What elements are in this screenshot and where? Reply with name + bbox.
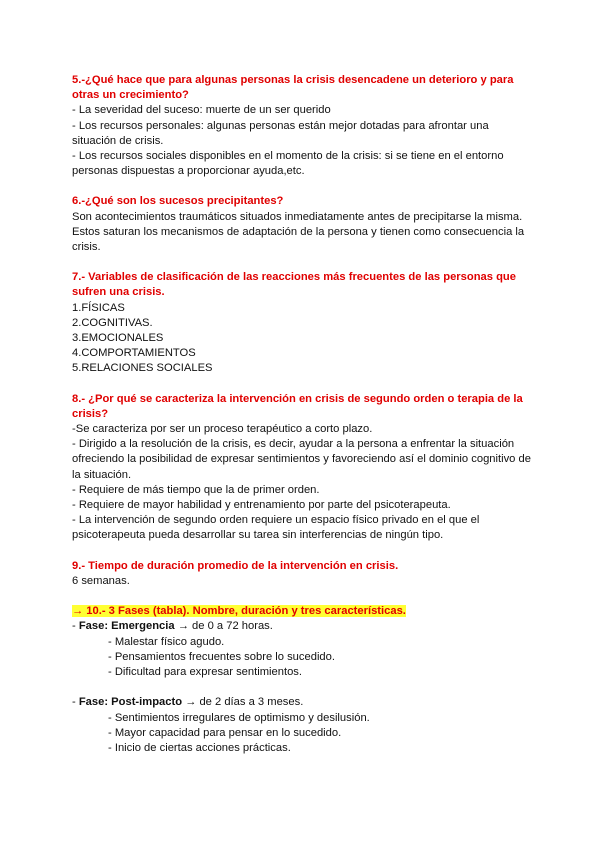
phase-trait: - Malestar físico agudo. <box>108 635 225 648</box>
document-content <box>72 73 532 771</box>
phase-duration: → de 2 días a 3 meses. <box>182 696 304 709</box>
phase-label: Fase: Post-impacto <box>78 696 183 709</box>
q7-item: 2.COGNITIVAS. <box>72 316 153 329</box>
phase-label: Fase: Emergencia <box>78 620 175 633</box>
question-8-title: 8.- ¿Por qué se caracteriza la intervención en crisis de segundo orden o terapia de la crisis? <box>72 392 523 420</box>
phase-post-impacto <box>72 695 532 710</box>
q8-line: - Requiere de mayor habilidad y entrenamiento por parte del psicoterapeuta. <box>72 499 451 512</box>
phase-trait: - Dificultad para expresar sentimientos. <box>108 665 303 678</box>
section-q10 <box>72 604 532 756</box>
q8-line: - La intervención de segundo orden requiere un espacio físico privado en el que el psicoterapeuta pueda desarrollar su tarea sin interferencias de ningún tipo. <box>72 514 480 542</box>
phase-trait: - Sentimientos irregulares de optimismo y desilusión. <box>108 711 370 724</box>
section-q9 <box>72 559 532 589</box>
section-q5 <box>72 73 532 179</box>
q5-line: - La severidad del suceso: muerte de un ser querido <box>72 104 331 117</box>
question-10-title <box>72 604 532 619</box>
q7-item: 4.COMPORTAMIENTOS <box>72 347 196 360</box>
phase-trait: - Pensamientos frecuentes sobre lo sucedido. <box>108 650 335 663</box>
question-7-title: 7.- Variables de clasificación de las reacciones más frecuentes de las personas que sufren una crisis. <box>72 271 516 299</box>
question-5-title: 5.-¿Qué hace que para algunas personas la crisis desencadene un deterioro y para otras un crecimiento? <box>72 74 514 102</box>
phase-prefix: - <box>72 620 79 633</box>
q8-line: - Requiere de más tiempo que la de primer orden. <box>72 483 320 496</box>
spacer <box>72 680 532 695</box>
phase-duration: → de 0 a 72 horas. <box>174 620 273 633</box>
q5-line: - Los recursos sociales disponibles en el momento de la crisis: si se tiene en el entorno personas dispuestas a proporcionar ayuda,etc. <box>72 150 504 178</box>
q7-item: 1.FÍSICAS <box>72 301 125 314</box>
q8-line: - Dirigido a la resolución de la crisis, es decir, ayudar a la persona a enfrentar la situación ofreciendo la posibilidad de expresar sentimientos y favoreciendo así el dominio cognitivo de la situación. <box>72 438 531 481</box>
phase-prefix: - <box>72 696 79 709</box>
section-q7 <box>72 270 532 376</box>
phase-emergencia <box>72 619 532 634</box>
q8-line: -Se caracteriza por ser un proceso terapéutico a corto plazo. <box>72 423 373 436</box>
section-q8 <box>72 392 532 544</box>
q7-item: 3.EMOCIONALES <box>72 332 164 345</box>
highlighted-title: → 10.- 3 Fases (tabla). Nombre, duración y tres características. <box>72 605 406 618</box>
q6-text: Son acontecimientos traumáticos situados inmediatamente antes de precipitarse la misma. Estos saturan los mecanismos de adaptación de la persona y tienen como consecuencia la crisis. <box>72 210 525 254</box>
q7-item: 5.RELACIONES SOCIALES <box>72 362 213 375</box>
section-q6 <box>72 194 532 255</box>
q9-answer: 6 semanas. <box>72 574 130 587</box>
phase-trait: - Mayor capacidad para pensar en lo sucedido. <box>108 726 342 739</box>
q5-line: - Los recursos personales: algunas personas están mejor dotadas para afrontar una situación de crisis. <box>72 119 489 147</box>
question-6-title: 6.-¿Qué son los sucesos precipitantes? <box>72 195 284 208</box>
question-9-title: 9.- Tiempo de duración promedio de la intervención en crisis. <box>72 559 399 572</box>
phase-trait: - Inicio de ciertas acciones prácticas. <box>108 741 291 754</box>
